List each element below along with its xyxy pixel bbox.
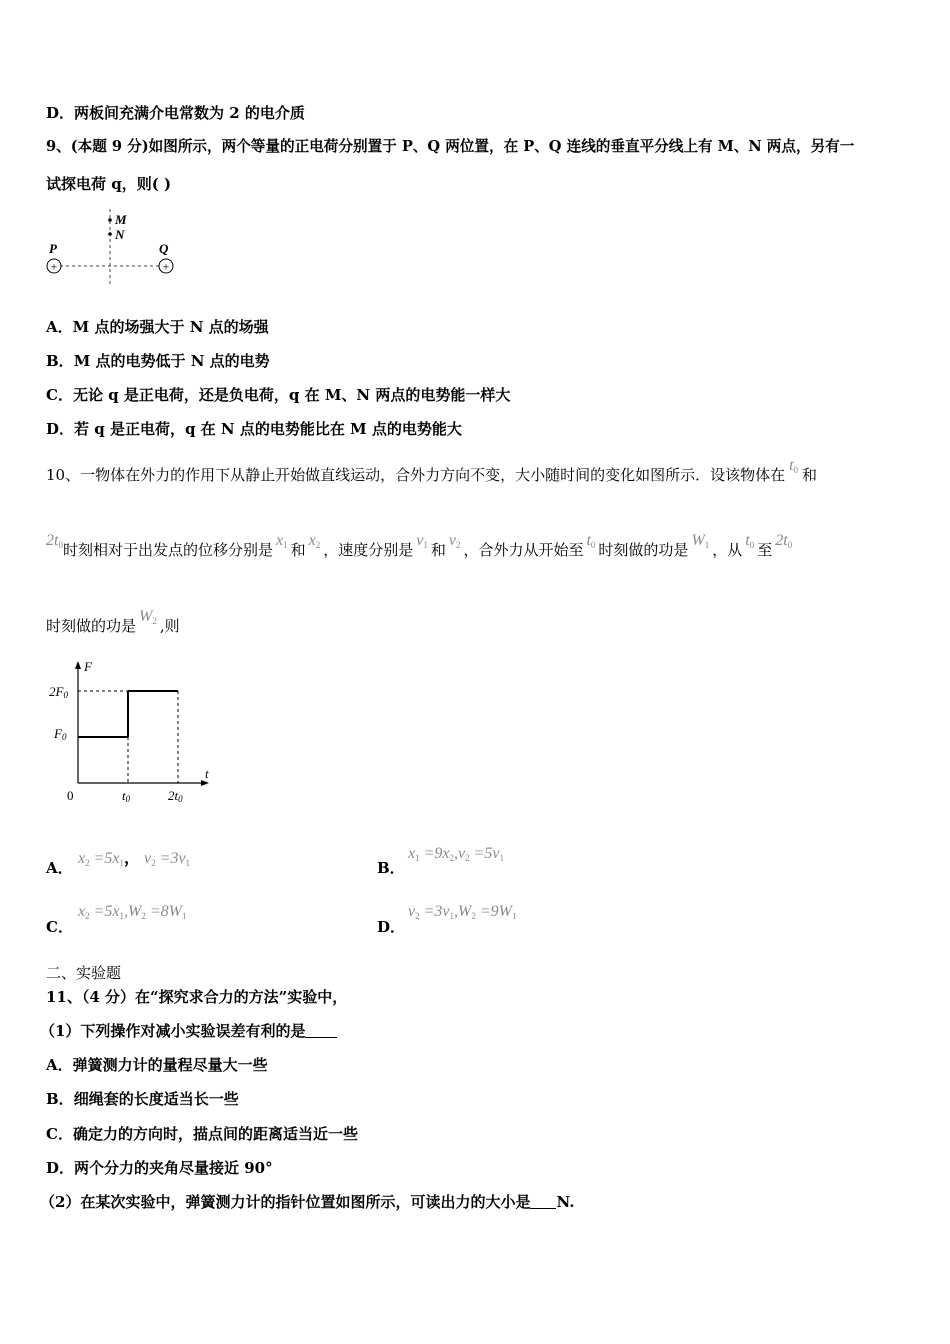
origin-label: 0: [67, 788, 74, 803]
q9-option-a: A．M 点的场强大于 N 点的场强: [46, 318, 269, 336]
q11-stem: 11、（4 分）在“探究求合力的方法”实验中，: [46, 988, 348, 1006]
q11-option-c: C．确定力的方向时，描点间的距离适当近一些: [46, 1125, 358, 1143]
point-n: [108, 232, 112, 236]
q10-stem-line2: $2t_0$时刻相对于出发点的位移分别是$x_1$ 和$x_2$ ，速度分别是$v_1$ 和$v_2$ ，合外力从开始至$t_0$ 时刻做的功是$W_1$ ，从$t_0$ 至$2t_0$: [46, 532, 793, 559]
answer-blank: [530, 1194, 556, 1209]
tick-label-2t0: 2t0: [168, 788, 183, 804]
q9-option-b: B．M 点的电势低于 N 点的电势: [46, 352, 270, 370]
q10-option-d: D．: [377, 918, 406, 936]
q10-option-a: A．: [46, 859, 73, 877]
q10-stem-line1: 10、一物体在外力的作用下从静止开始做直线运动，合外力方向不变，大小随时间的变化如图所示．设该物体在$t_0$ 和: [46, 457, 818, 484]
axis-label-f: F: [84, 659, 92, 674]
section-title: 二、实验题: [46, 964, 122, 982]
q11-option-b: B．细绳套的长度适当长一些: [46, 1090, 239, 1108]
q9-figure: [40, 205, 190, 285]
q10-option-b-math: $x_1 =9x_2,v_2 =5v_1$: [408, 845, 505, 863]
q9-option-c: C．无论 q 是正电荷，还是负电荷，q 在 M、N 两点的电势能一样大: [46, 386, 511, 404]
q9-option-d: D．若 q 是正电荷，q 在 N 点的电势能比在 M 点的电势能大: [46, 420, 462, 438]
q10-option-c: C．: [46, 918, 73, 936]
q10-option-c-math: $x_2 =5x_1,W_2 =8W_1$: [78, 903, 187, 921]
tick-label-2f0: 2F0: [49, 684, 68, 700]
q10-stem-line3: 时刻做的功是$W_2$ ,则: [46, 608, 180, 635]
q11-option-a: A．弹簧测力计的量程尽量大一些: [46, 1056, 268, 1074]
label-n: N: [115, 227, 125, 242]
q11-part2: （2）在某次实验中，弹簧测力计的指针位置如图所示，可读出力的大小是 N.: [40, 1193, 575, 1211]
q10-option-b: B．: [377, 859, 405, 877]
q11-part1: （1）下列操作对减小实验误差有利的是: [40, 1021, 337, 1041]
tick-label-t0: t0: [122, 788, 131, 804]
label-p: P: [49, 241, 57, 256]
y-axis-arrow: [75, 661, 81, 669]
label-m: M: [115, 212, 127, 227]
q9-stem-line2: 试探电荷 q，则( ): [46, 175, 172, 193]
point-m: [108, 218, 112, 222]
tick-label-f0: F0: [54, 726, 67, 742]
q8-option-d: D．两板间充满介电常数为 2 的电介质: [46, 104, 305, 122]
q9-stem-line1: 9、(本题 9 分)如图所示，两个等量的正电荷分别置于 P、Q 两位置，在 P、Q 连线的垂直平分线上有 M、N 两点，另有一: [46, 138, 855, 155]
q10-force-graph: [40, 655, 220, 815]
answer-blank: [305, 1023, 337, 1038]
charge-p-sign: +: [50, 259, 58, 274]
axis-label-t: t: [205, 766, 209, 781]
label-q: Q: [159, 241, 169, 256]
q10-option-d-math: $v_2 =3v_1,W_2 =9W_1$: [408, 903, 517, 921]
charge-q-sign: +: [162, 259, 170, 274]
q11-option-d: D．两个分力的夹角尽量接近 90°: [46, 1159, 273, 1177]
q10-option-a-math: $x_2 =5x_1$， $v_2 =3v_1$: [78, 850, 191, 868]
